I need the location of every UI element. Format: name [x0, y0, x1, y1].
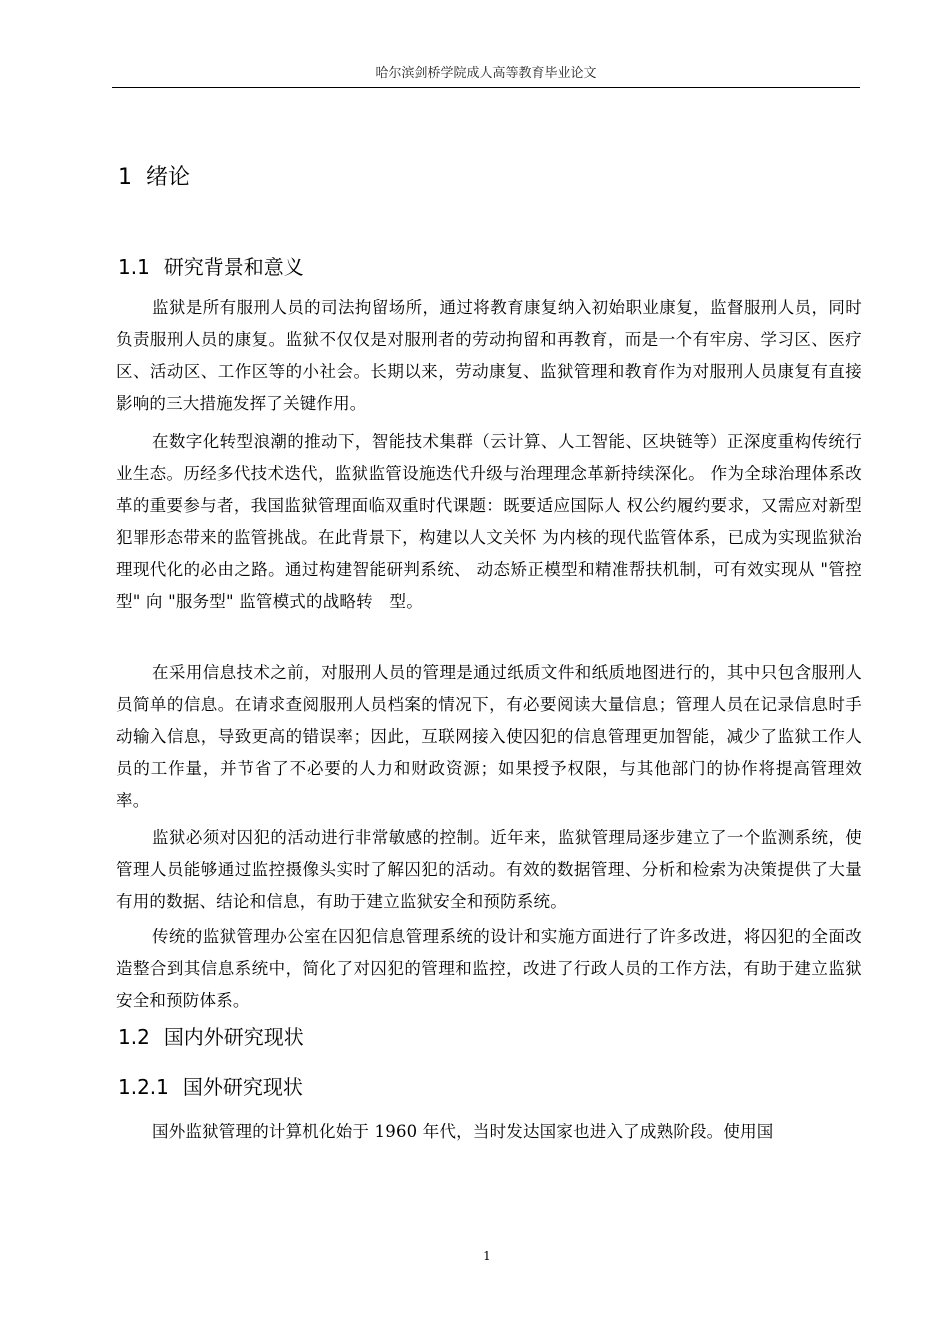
- running-header: 哈尔滨剑桥学院成人高等教育毕业论文: [375, 66, 597, 81]
- paragraph-traditional-office: 传统的监狱管理办公室在囚犯信息管理系统的设计和实施方面进行了许多改进，将囚犯的全面改造整合到其信息系统中，简化了对囚犯的管理和监控，改进了行政人员的工作方法，有助于建立监狱安全和预防体系。: [116, 927, 862, 1010]
- section-number: 1.1: [118, 255, 150, 279]
- section-title: 国外研究现状: [182, 1075, 303, 1099]
- section-heading-1-2: [118, 1022, 304, 1052]
- section-number: 1.2: [118, 1025, 150, 1049]
- chapter-title: 绪论: [146, 165, 191, 190]
- paragraph-digital-transformation: 在数字化转型浪潮的推动下，智能技术集群（云计算、人工智能、区块链等）正深度重构传统行业生态。历经多代技术迭代，监狱监管设施迭代升级与治理理念革新持续深化。 作为全球治理体系改革的重要参与者，我国监狱管理面临双重时代课题：既要适应国际人 权公约履约要求，又需应对新型犯罪形态带来的监管挑战。在此背景下，构建以人文关怀 为内核的现代监管体系，已成为实现监狱治理现代化的必由之路。通过构建智能研判系统、 动态矫正模型和精准帮扶机制，可有效实现从 "管控型" 向 "服务型" 监管模式的战略转 型。: [116, 432, 862, 611]
- paragraph-before-it: 在采用信息技术之前，对服刑人员的管理是通过纸质文件和纸质地图进行的，其中只包含服刑人员简单的信息。在请求查阅服刑人员档案的情况下，有必要阅读大量信息；管理人员在记录信息时手动输入信息，导致更高的错误率；因此，互联网接入使囚犯的信息管理更加智能，减少了监狱工作人员的工作量，并节省了不必要的人力和财政资源；如果授予权限，与其他部门的协作将提高管理效率。: [116, 663, 862, 810]
- chapter-heading: [118, 162, 190, 194]
- section-heading-1-2-1: [118, 1072, 303, 1102]
- page-number: 1: [483, 1249, 491, 1263]
- chapter-number: 1: [118, 165, 132, 190]
- header-rule: [112, 87, 860, 88]
- section-heading-1-1: [118, 252, 304, 282]
- section-title: 研究背景和意义: [163, 255, 304, 279]
- paragraph-foreign-research: 国外监狱管理的计算机化始于 1960 年代，当时发达国家也进入了成熟阶段。使用国: [152, 1122, 774, 1141]
- section-number: 1.2.1: [118, 1075, 169, 1099]
- paragraph-prison-definition: 监狱是所有服刑人员的司法拘留场所，通过将教育康复纳入初始职业康复，监督服刑人员，同时负责服刑人员的康复。监狱不仅仅是对服刑者的劳动拘留和再教育，而是一个有牢房、学习区、医疗区、活动区、工作区等的小社会。长期以来，劳动康复、监狱管理和教育作为对服刑人员康复有直接影响的三大措施发挥了关键作用。: [116, 298, 862, 413]
- section-title: 国内外研究现状: [163, 1025, 304, 1049]
- paragraph-monitoring: 监狱必须对囚犯的活动进行非常敏感的控制。近年来，监狱管理局逐步建立了一个监测系统，使管理人员能够通过监控摄像头实时了解囚犯的活动。有效的数据管理、分析和检索为决策提供了大量有用的数据、结论和信息，有助于建立监狱安全和预防系统。: [116, 828, 862, 911]
